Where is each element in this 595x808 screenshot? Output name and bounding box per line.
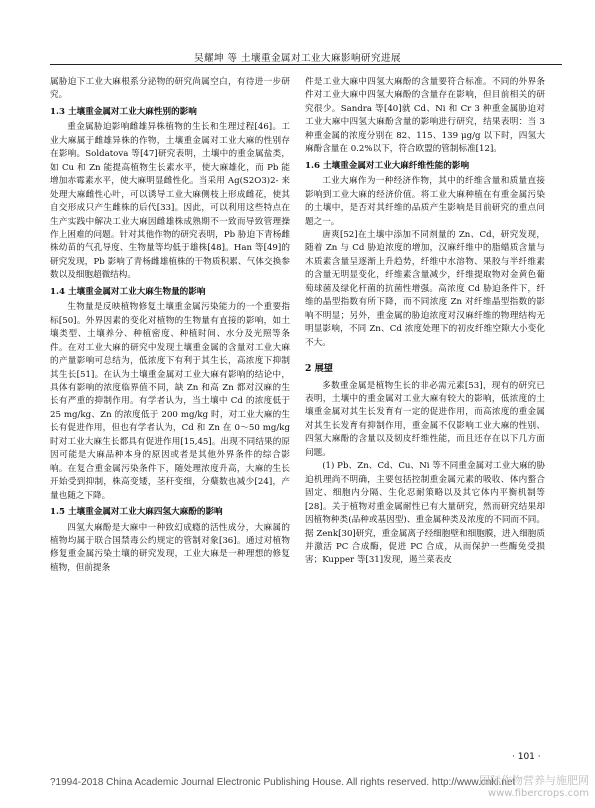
paragraph: 件是工业大麻中四氢大麻酚的含量要符合标准。不同的外界条件对工业大麻中四氢大麻酚的含量存在影响，但目前相关的研究很少。Sandra 等[40]就 Cd、Ni 和 Cr 3 种重金属胁迫对工业大麻中四氢大麻酚含量的影响进行研究，结果表明：当 3 种重金属的浓度分别在 82、115、139 μg/g 以下时，四氢大麻酚含量在 0.2%以下，符合欧盟的管制标准[12]。 xyxy=(305,77,545,155)
watermark-line: 国际作物营养与施肥网 xyxy=(479,774,589,787)
section-heading-1-6: 1.6 土壤重金属对工业大麻纤维性能的影响 xyxy=(305,160,470,171)
paragraph: 生物量是反映植物修复土壤重金属污染能力的一个重要指标[50]。外界因素的变化对植物的生物量有直接的影响，如土壤类型、土壤养分、种植密度、种植时间、水分及光照等条件。在对工业大麻的研究中发现土壤重金属的含量对工业大麻的产量影响可总结为，低浓度下有利于其生长，高浓度下抑制其生长[51]。在认为土壤重金属对工业大麻有影响的结论中，具体有影响的浓度临界值不同，缺 Zn 和高 Zn 都对汉麻的生长有严重的抑制作用。有学者认为，当土壤中 Cd 的浓度低于 25 mg/kg、Zn 的浓度低于 200 mg/kg 时，对工业大麻的生长有促进作用，但也有学者认为，Cd 和 Zn 在 0～50 mg/kg 时对工业大麻生长都具有促进作用[15,45]。出现不同结果的原因可能是大麻品种本身的原因或者是其他外界条件的综合影响。在复合重金属污染条件下，随处理浓度升高，大麻的生长开始受到抑制，株高变矮，茎秆变细，分蘖数也减少[24]，产量也随之下降。 xyxy=(50,302,290,501)
paragraph: 工业大麻作为一种经济作物，其中的纤维含量和质量直接影响到工业大麻的经济价值。将工业大麻种植在有重金属污染的土壤中，是否对其纤维的品质产生影响是目前研究的重点问题之一。 xyxy=(305,176,545,227)
paragraph: 唐爽[52]在土壤中添加不同剂量的 Zn、Cd，研究发现，随着 Zn 与 Cd 胁迫浓度的增加，汉麻纤维中的脂蜡质含量与木质素含量呈逐渐上升趋势，纤维中水溶物、果胶与半纤维素的含量无明显变化，纤维素含量减少，纤维提取物对金黄色葡萄球菌及绿化杆菌的抗菌性增强。高浓度 Cd 胁迫条件下，纤维的晶型指数有所下降，而不同浓度 Zn 对纤维晶型指数的影响不明显；另外，重金属的胁迫浓度对汉麻纤维的物理结构无明显影响，不同 Zn、Cd 浓度处理下的初皮纤维空隙大小变化不大。 xyxy=(305,229,545,348)
page-number: · 101 · xyxy=(512,752,541,762)
paragraph: 多数重金属是植物生长的非必需元素[53]，现有的研究已表明，土壤中的重金属对工业大麻有较大的影响，低浓度的土壤重金属对其生长发育有一定的促进作用，而高浓度的重金属对其生长发育有抑制作用，重金属不仅影响工业大麻的性别、四氢大麻酚的含量以及韧皮纤维性能，而且还存在以下几方面问题。 xyxy=(305,380,545,458)
paragraph: 四氢大麻酚是大麻中一种致幻成瘾的活性成分，大麻属的植物均属于联合国禁毒公约规定的管制对象[36]。通过对植物修复重金属污染土壤的研究发现，工业大麻是一种理想的修复植物，但前提条 xyxy=(50,522,290,573)
paragraph: (1) Pb、Zn、Cd、Cu、Ni 等不同重金属对工业大麻的胁迫机理尚不明确，主要包括控制重金属元素的吸收、体内螯合固定、细胞内分隔、生化忍耐策略以及其它体内平衡机制等[28]。关于植物对重金属耐性已有大量研究，然而研究结果却因植物种类(品种或基因型)、重金属种类及浓度的不同而不同。据 Zenk[30]研究，重金属离子经细胞壁和细胞膜，进入细胞质并激活 PC 合成酶，促进 PC 合成，从而保护一些酶免受损害；Kupper 等[31]发现，遏兰菜表皮 xyxy=(305,461,545,566)
copyright-footer: ?1994-2018 China Academic Journal Electronic Publishing House. All rights reserved. http://www.cnki.net xyxy=(50,777,516,788)
header-rule xyxy=(50,64,562,65)
section-heading-1-3: 1.3 土壤重金属对工业大麻性别的影响 xyxy=(50,106,197,117)
running-header: 吴耀坤 等 土壤重金属对工业大麻影响研究进展 xyxy=(193,53,402,64)
section-heading-1-4: 1.4 土壤重金属对工业大麻生物量的影响 xyxy=(50,286,206,297)
watermark xyxy=(463,774,589,800)
left-column xyxy=(50,76,290,575)
right-column xyxy=(305,76,545,568)
section-heading-1-5: 1.5 土壤重金属对工业大麻四氢大麻酚的影响 xyxy=(50,507,223,518)
paragraph: 重金属胁迫影响雌雄异株植物的生长和生理过程[46]。工业大麻属于雌雄异株的作物，土壤重金属对工业大麻的性别存在影响。Soldatova 等[47]研究表明，土壤中的重金属盐类，如 Cu 和 Zn 能提高植物生长素水平，使大麻雄化，而 Pb 能增加赤霉素水平，使大麻明显雌性化。当采用 Ag(S2O3)2- 来处理大麻雌性心叶，可以诱导工业大麻侧枝上形成雌花，使其自交形成只产生雌株的后代[33]。因此，可以利用这些特点在生产实践中解决工业大麻因雌雄株成熟期不一致而导致管理操作上困难的问题。针对其他作物的研究表明，Pb 胁迫下青杨雌株幼苗的气孔导度、生物量等均低于雄株[48]。Han 等[49]的研究发现，Pb 影响了青杨雌雄植株的干物质积累、气体交换参数以及细胞超微结构。 xyxy=(50,122,290,281)
paragraph: 属胁迫下工业大麻根系分泌物的研究尚属空白，有待进一步研究。 xyxy=(50,77,290,101)
section-heading-2: 2 展望 xyxy=(305,363,333,375)
watermark-url: www.fibercrops.com xyxy=(487,788,589,799)
